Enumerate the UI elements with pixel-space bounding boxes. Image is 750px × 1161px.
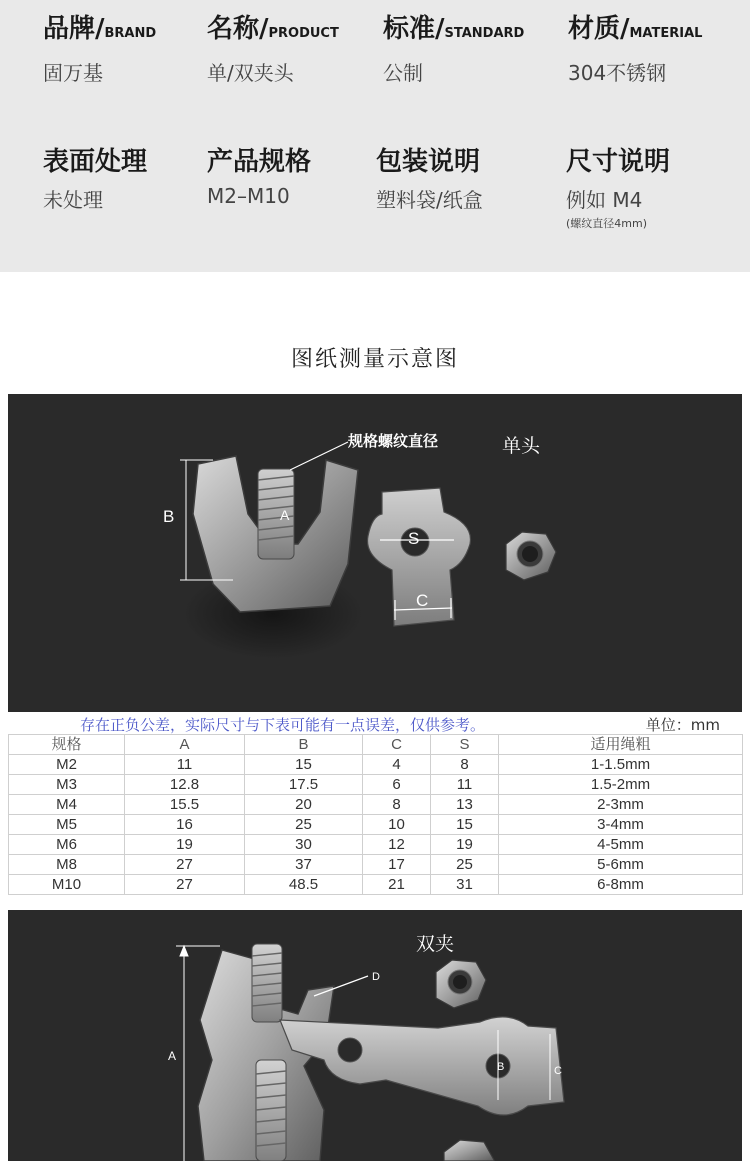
section-title: 图纸测量示意图 xyxy=(290,347,459,372)
spec-label: 包装说明 xyxy=(376,147,481,177)
header-cell: 规格 xyxy=(9,735,125,755)
table-row xyxy=(9,875,743,895)
header-cell: 适用绳粗 xyxy=(499,735,743,755)
table-row xyxy=(9,775,743,795)
table-cell: 30 xyxy=(245,835,363,855)
dim-b-label: B xyxy=(163,507,175,526)
spec-label: 标准/STANDARD xyxy=(383,14,525,44)
spec-value: 塑料袋/纸盒 xyxy=(376,188,483,212)
spec-value: 固万基 xyxy=(43,61,103,85)
spec-label: 品牌/BRAND xyxy=(43,14,157,44)
spec-label: 表面处理 xyxy=(43,147,148,177)
table-cell: M6 xyxy=(9,835,125,855)
header-cell: A xyxy=(125,735,245,755)
table-cell: 27 xyxy=(125,875,245,895)
single-clamp-title: 单头 xyxy=(502,435,541,457)
table-cell: 17 xyxy=(363,855,431,875)
spec-note: (螺纹直径4mm) xyxy=(566,217,648,230)
table-cell: M5 xyxy=(9,815,125,835)
double-clamp-title: 双夹 xyxy=(416,933,455,955)
spec-label: 名称/PRODUCT xyxy=(207,14,339,44)
spec-product xyxy=(207,8,339,86)
table-cell: 5-6mm xyxy=(499,855,743,875)
spec-label: 材质/MATERIAL xyxy=(568,14,703,44)
table-cell: 4-5mm xyxy=(499,835,743,855)
dim-c-label: C xyxy=(554,1065,562,1077)
table-cell: 2-3mm xyxy=(499,795,743,815)
table-cell: 15 xyxy=(431,815,499,835)
header-cell: S xyxy=(431,735,499,755)
dim-c-label: C xyxy=(416,591,429,610)
spec-material xyxy=(568,8,702,86)
table-cell: 8 xyxy=(363,795,431,815)
spec-brand xyxy=(43,8,156,86)
spec-standard xyxy=(383,8,524,86)
thread-diameter-label: 规格螺纹直径 xyxy=(348,432,439,450)
table-cell: 48.5 xyxy=(245,875,363,895)
double-clamp-illustration xyxy=(8,910,742,1161)
table-cell: 16 xyxy=(125,815,245,835)
table-cell: 13 xyxy=(431,795,499,815)
table-cell: 12.8 xyxy=(125,775,245,795)
table-cell: M10 xyxy=(9,875,125,895)
table-cell: 3-4mm xyxy=(499,815,743,835)
table-row xyxy=(9,835,743,855)
dim-a-label: A xyxy=(280,507,290,523)
table-cell: M2 xyxy=(9,755,125,775)
single-clamp-illustration xyxy=(8,394,742,712)
table-cell: 12 xyxy=(363,835,431,855)
table-cell: 1-1.5mm xyxy=(499,755,743,775)
dim-a-label: A xyxy=(168,1049,177,1063)
table-cell: 21 xyxy=(363,875,431,895)
tolerance-disclaimer: 存在正负公差，实际尺寸与下表可能有一点误差，仅供参考。 xyxy=(80,718,486,734)
spec-surface xyxy=(43,141,147,213)
spec-size-range xyxy=(207,141,311,208)
table-cell: M3 xyxy=(9,775,125,795)
table-cell: 8 xyxy=(431,755,499,775)
dim-s-label: S xyxy=(408,529,420,548)
spec-value: 例如 M4 xyxy=(566,188,643,212)
table-cell: 1.5-2mm xyxy=(499,775,743,795)
table-cell: 15.5 xyxy=(125,795,245,815)
table-cell: 27 xyxy=(125,855,245,875)
spec-value: 单/双夹头 xyxy=(207,61,294,85)
table-row xyxy=(9,795,743,815)
table-row xyxy=(9,855,743,875)
dim-b-label: B xyxy=(497,1061,505,1073)
table-cell: 31 xyxy=(431,875,499,895)
spec-label: 产品规格 xyxy=(207,147,312,177)
table-cell: 4 xyxy=(363,755,431,775)
table-cell: 25 xyxy=(245,815,363,835)
table-cell: 25 xyxy=(431,855,499,875)
spec-label: 尺寸说明 xyxy=(566,147,671,177)
spec-panel xyxy=(0,0,750,272)
table-cell: 19 xyxy=(125,835,245,855)
table-cell: 37 xyxy=(245,855,363,875)
table-cell: 17.5 xyxy=(245,775,363,795)
dim-d-label: D xyxy=(372,971,380,983)
spec-value: 未处理 xyxy=(43,188,103,212)
table-header-row xyxy=(9,735,743,755)
size-table xyxy=(8,734,743,895)
single-clamp-photo xyxy=(8,394,742,712)
table-cell: 11 xyxy=(431,775,499,795)
table-cell: 6-8mm xyxy=(499,875,743,895)
table-cell: M8 xyxy=(9,855,125,875)
double-clamp-photo xyxy=(8,910,742,1161)
table-note xyxy=(8,712,742,734)
table-cell: 6 xyxy=(363,775,431,795)
table-cell: 15 xyxy=(245,755,363,775)
table-cell: 11 xyxy=(125,755,245,775)
table-cell: M4 xyxy=(9,795,125,815)
unit-label: 单位：mm xyxy=(645,716,720,734)
spec-value: M2–M10 xyxy=(207,184,290,208)
table-cell: 20 xyxy=(245,795,363,815)
spec-value: 公制 xyxy=(383,61,423,85)
table-row xyxy=(9,815,743,835)
spec-value: 304不锈钢 xyxy=(568,61,667,85)
header-cell: B xyxy=(245,735,363,755)
spec-size-note xyxy=(566,141,670,231)
table-cell: 10 xyxy=(363,815,431,835)
size-table-section xyxy=(8,712,742,895)
table-row xyxy=(9,755,743,775)
spec-packing xyxy=(376,141,483,213)
header-cell: C xyxy=(363,735,431,755)
table-cell: 19 xyxy=(431,835,499,855)
